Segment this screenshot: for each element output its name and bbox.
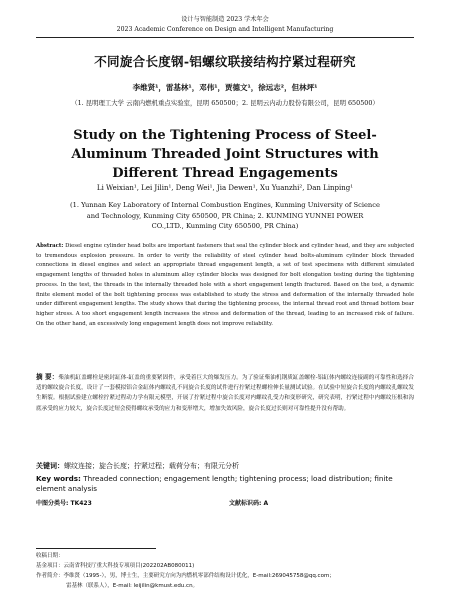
footnote-received: 收稿日期： — [36, 553, 64, 559]
chinese-keywords-label: 关键词： — [36, 462, 64, 470]
clc-number: 中图分类号: TK423 — [36, 500, 92, 507]
chinese-abstract — [36, 372, 414, 414]
english-abstract — [36, 242, 414, 329]
chinese-abstract-text: 柴油机缸盖螺栓是密封缸体-缸盖的重要紧固件，承受着巨大的爆发压力。为了验证柴油机钢质缸盖螺栓-铝缸体内螺纹连接副的可靠性和选择合适的螺纹旋合长度，设计了一套模拟铝合金缸体内螺纹孔不同旋合长度的试件进行拧紧过程螺栓伸长量测试试验。在试验中短旋合长度的内螺纹孔螺纹发生断裂。根据试验建立螺栓拧紧过程动力学有限元模型，开展了拧紧过程中旋合长度对内螺纹孔受力和变形研究，研究表明，拧紧过程中内螺纹压根和沟底承受的应力较大，旋合长度过短会使得螺纹承受的应力和变形增大，增加失效风险，旋合长度过长则对可靠性提升没有帮助。 — [36, 375, 415, 412]
footnote-author-1: 作者简介：李维贤（1995-），男，博士生，主要研究方向为内燃机零部件结构设计优化，E-mail:269045758@qq.com； — [36, 573, 335, 579]
english-affiliation: (1. Yunnan Key Laboratory of Internal Combustion Engines, Kunming University of Science and Technology, Kunming City 650500, PR China; 2. KUNMING YUNNEI POWER CO.,LTD., Kunming City 650500, PR China) — [70, 201, 380, 230]
english-keywords-label: Key words: — [36, 474, 81, 483]
english-authors: Li Weixian¹, Lei Jilin¹, Deng Wei¹, Jia Dewen¹, Xu Yuanzhi², Dan Linping¹ — [96, 184, 354, 192]
footnote-author-2: 雷基林（联系人），E-mail: leijilin@kmust.edu.cn。 — [66, 583, 199, 589]
english-keywords-text: Threaded connection; engagement length; tightening process; load distribution; finite element analysis — [36, 474, 393, 493]
chinese-title: 不同旋合长度钢-铝螺纹联接结构拧紧过程研究 — [94, 54, 356, 69]
english-title: Study on the Tightening Process of Steel-Aluminum Threaded Joint Structures with Different Thread Engagements — [71, 128, 379, 181]
chinese-abstract-label: 摘 要： — [36, 373, 59, 381]
chinese-keywords-text: 螺纹连接；旋合长度；拧紧过程；载荷分布；有限元分析 — [64, 462, 239, 470]
chinese-keywords — [36, 461, 414, 471]
english-abstract-text: Diesel engine cylinder head bolts are important fasteners that seal the cylinder block and cylinder head, and they are subjected to tremendous explosion pressure. In order to verify the reliability of steel cylinder head bolts-aluminum cylinder block threaded connections in diesel engines and select an appropriate thread engagement length, a set of test specimens with different simulated engagement lengths of threaded holes in aluminum alloy cylinder blocks was designed for bolt elongation testing during the tightening process. In the test, the threads in the internally threaded hole with a short engagement length fractured. Based on the test, a dynamic finite element model of the bolt tightening process was established to study the stress and deformation of the internally threaded hole under different engagement lengths. The study shows that during the tightening process, the internal thread root and thread bottom bear higher stress. A too short engagement length increases the stress and deformation of the thread, leading to an increased risk of failure. On the other hand, an excessively long engagement length does not improve reliability. — [36, 243, 414, 327]
document-code: 文献标识码: A — [229, 500, 269, 507]
footnote-fund: 基金项目：云南省科技厅重大科技专项项目(202202AB080011) — [36, 563, 195, 569]
running-header-cn: 设计与智能制造 2023 学术年会 — [181, 16, 269, 23]
chinese-affiliation: （1. 昆明理工大学 云南内燃机重点实验室，昆明 650500；2. 昆明云内动力股份有限公司，昆明 650500） — [71, 99, 379, 107]
footnote-divider — [36, 548, 156, 549]
english-abstract-label: Abstract: — [36, 243, 64, 249]
header-divider — [36, 37, 414, 38]
english-keywords — [36, 474, 414, 493]
running-header-en: 2023 Academic Conference on Design and Intelligent Manufacturing — [116, 26, 334, 33]
chinese-authors: 李维贤¹，雷基林¹，邓伟¹，贾德文¹，徐远志²，但林坪¹ — [132, 83, 318, 92]
